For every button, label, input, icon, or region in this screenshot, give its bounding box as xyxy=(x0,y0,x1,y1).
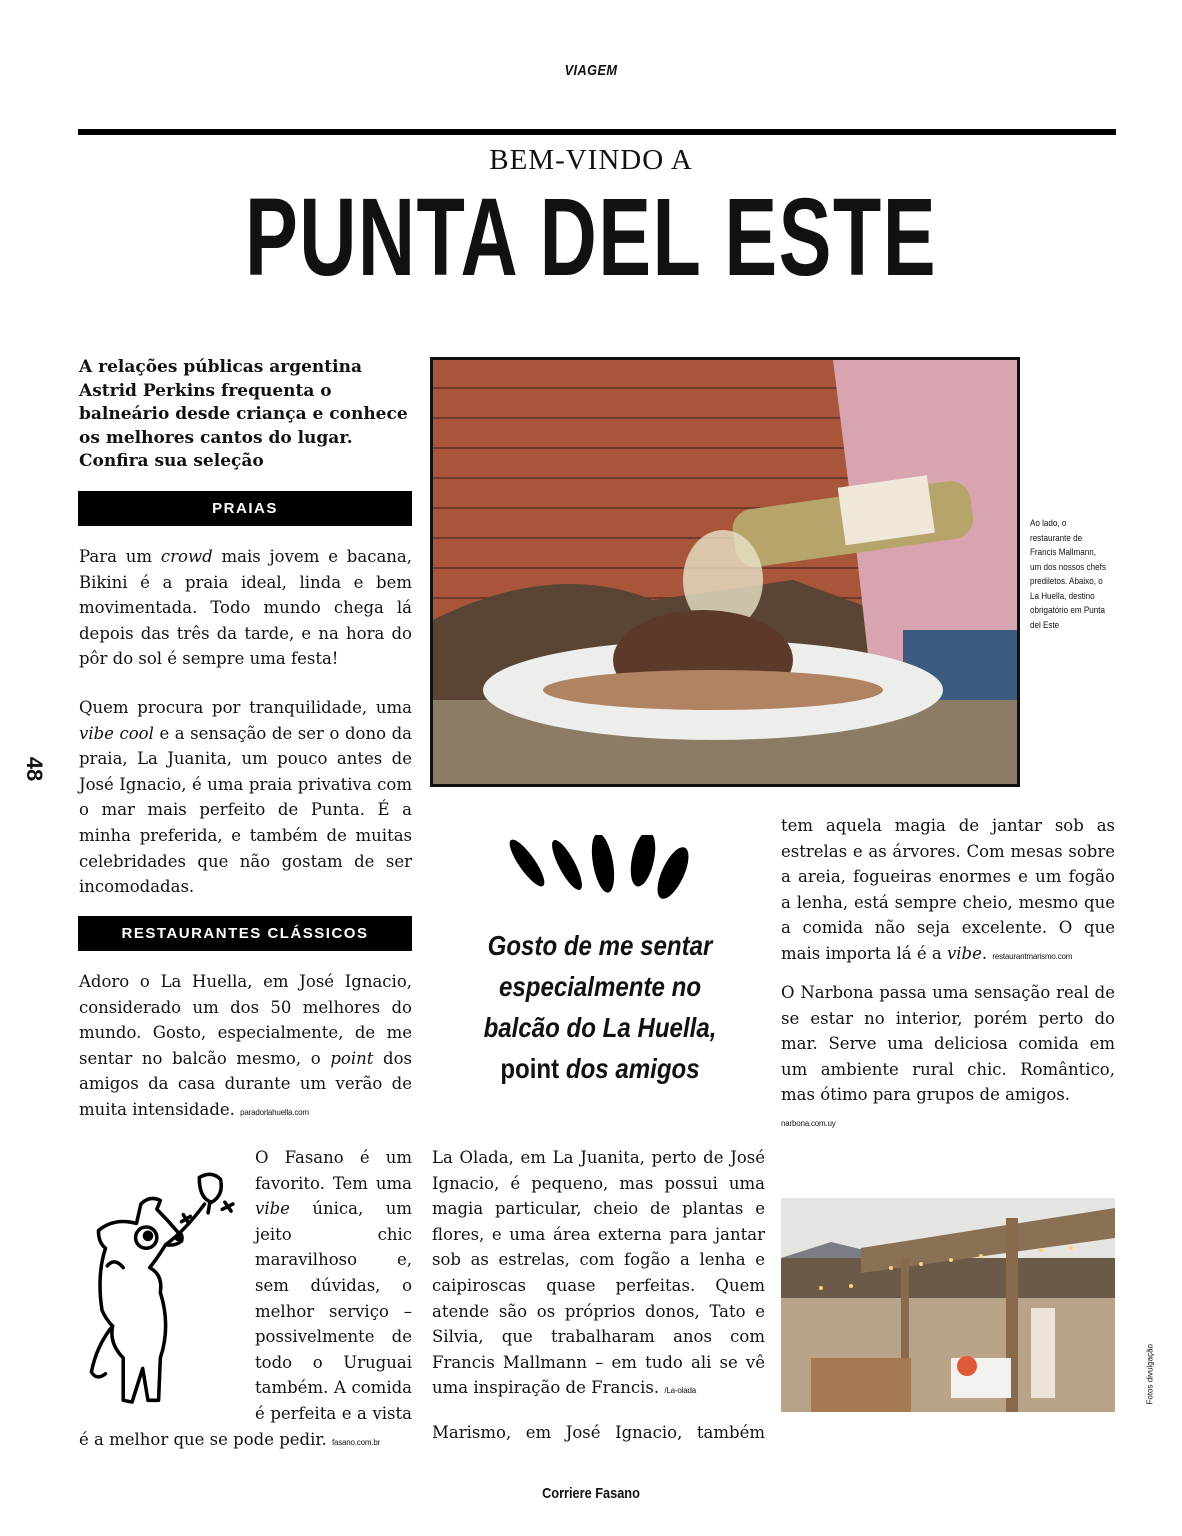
marismo-paragraph-start: Marismo, em José Ignacio, também xyxy=(432,1423,765,1442)
page-title: PUNTA DEL ESTE xyxy=(245,176,937,299)
intro-deck: A relações públicas argentina Astrid Perkins frequenta o balneário desde criança e conhece os melhores cantos do lugar. Confira sua seleção xyxy=(79,357,408,471)
source-link: restaurantmarismo.com xyxy=(992,951,1073,961)
photo-credit: Fotos divulgação xyxy=(1145,1344,1155,1405)
page-number: 48 xyxy=(22,756,48,782)
header-rule xyxy=(78,129,1116,135)
pull-quote: Gosto de me sentar especialmente no balcão do La Huella, point dos amigos xyxy=(483,930,717,1084)
praias-paragraph-1: Para um crowd mais jovem e bacana, Bikini é a praia ideal, linda e bem movimentada. Todo mundo chega lá depois das três da tarde, e na hora do pôr do sol é sempre uma festa! xyxy=(79,547,412,669)
beach-restaurant-photo-icon xyxy=(781,1198,1115,1412)
source-link: fasano.com.br xyxy=(331,1437,381,1447)
photo-caption: Ao lado, o restaurante de Francis Mallmann, um dos nossos chefs prediletos. Abaixo, o La Huella, destino obrigatório em Punta del Este xyxy=(1030,518,1106,631)
restaurant-photo xyxy=(430,357,1020,787)
huella-paragraph: Adoro o La Huella, em José Ignacio, considerado um dos 50 melhores do mundo. Gosto, especialmente, de me sentar no balcão mesmo, o point dos amigos da casa durante um verão de muita intensidade. paradorlahuella.com xyxy=(79,972,412,1119)
source-link: paradorlahuella.com xyxy=(240,1107,309,1117)
section-bar-praias: PRAIAS xyxy=(78,491,412,526)
praias-paragraph-2: Quem procura por tranquilidade, uma vibe cool e a sensação de ser o dono da praia, La Juanita, um pouco antes de José Ignacio, é uma praia privativa com o mar mais perfeito de Punta. É a minha preferida, e também de muitas celebridades que não gostam de ser incomodadas. xyxy=(79,698,412,897)
section-bar-restaurantes: RESTAURANTES CLÁSSICOS xyxy=(78,916,412,951)
fasano-paragraph: O Fasano é um favorito. Tem uma vibe única, um jeito chic maravilhoso e, sem dúvidas, o melhor serviço – possivelmente de todo o Uruguai também. A comida é perfeita e a vista é a melhor que se pode pedir. fasano.com.br xyxy=(79,1148,412,1449)
olada-paragraph: La Olada, em La Juanita, perto de José Ignacio, é pequeno, mas possui uma magia particular, cheio de plantas e flores, e uma área externa para jantar sob as estrelas, com fogão a lenha e caipiroscas quase perfeitas. Quem atende são os próprios donos, Tato e Silvia, que trabalharam anos com Francis Mallmann – em tudo ali se vê uma inspiração de Francis. /La-olada xyxy=(432,1148,765,1398)
source-link: narbona.com.uy xyxy=(781,1118,836,1128)
section-label: VIAGEM xyxy=(564,62,618,79)
dog-illustration-icon xyxy=(79,1153,247,1423)
footer-publication: Corriere Fasano xyxy=(542,1485,640,1502)
marismo-paragraph-cont: tem aquela magia de jantar sob as estrelas e as árvores. Com mesas sobre a areia, fogueiras enormes e um fogão a lenha, está sempre cheio, mesmo que a comida não seja excelente. O que mais importa lá é a vibe. restaurantmarismo.com xyxy=(781,816,1115,963)
source-link: /La-olada xyxy=(664,1386,696,1396)
decorative-brushstroke-icon xyxy=(505,835,695,905)
narbona-paragraph: O Narbona passa uma sensação real de se estar no interior, porém perto do mar. Serve uma deliciosa comida em um ambiente rural chic. Romântico, mas ótimo para grupos de amigos. narbona.com.uy xyxy=(781,983,1115,1128)
wine-pouring-photo-icon xyxy=(433,360,1017,784)
la-huella-photo xyxy=(781,1198,1115,1412)
kicker: BEM-VINDO A xyxy=(489,144,693,176)
